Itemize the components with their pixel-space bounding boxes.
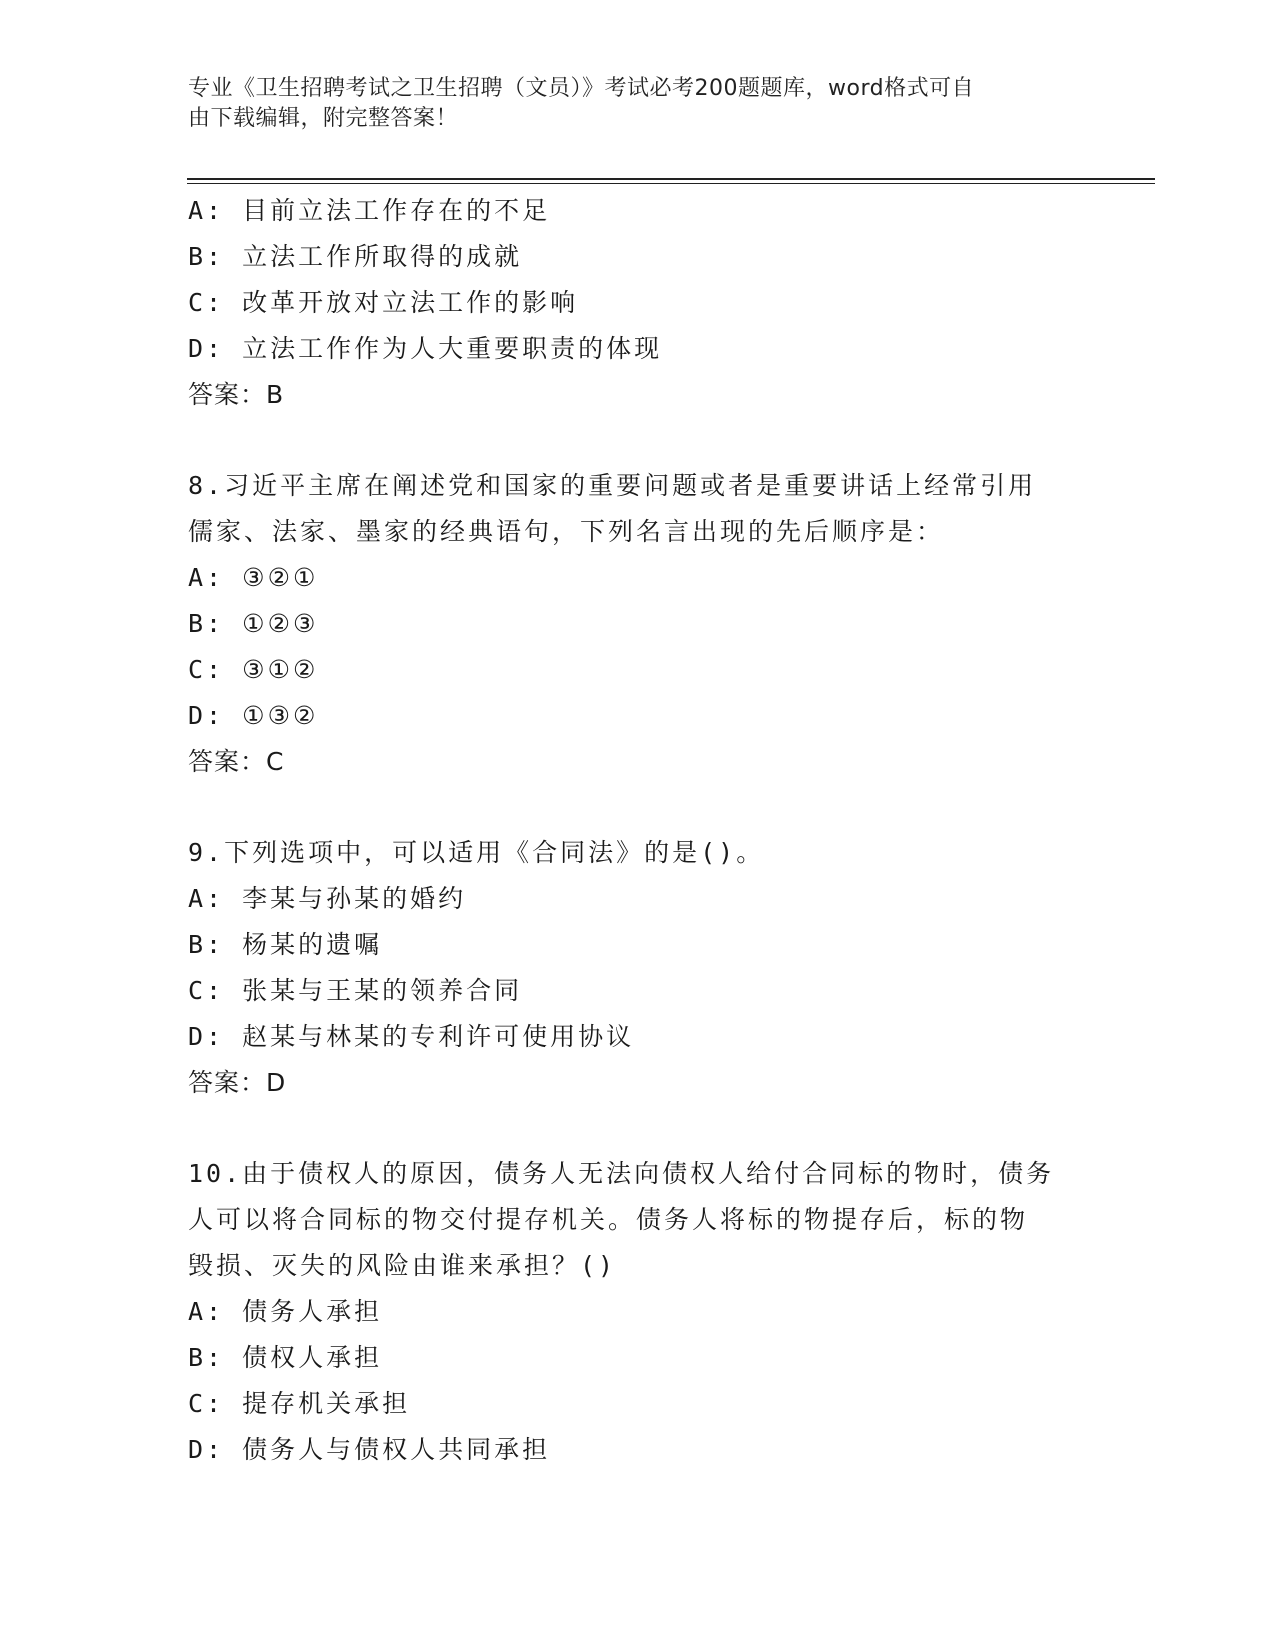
header-divider-thin bbox=[187, 183, 1155, 184]
option-c: C: 提存机关承担 bbox=[188, 1389, 411, 1418]
option-b: B: 杨某的遗嘱 bbox=[188, 930, 383, 959]
answer-line: 答案：D bbox=[188, 1068, 287, 1097]
option-b: B: ①②③ bbox=[188, 609, 319, 638]
question-stem: 儒家、法家、墨家的经典语句，下列名言出现的先后顺序是： bbox=[188, 517, 945, 546]
question-stem: 9.下列选项中，可以适用《合同法》的是()。 bbox=[188, 838, 765, 867]
question-stem: 10.由于债权人的原因，债务人无法向债权人给付合同标的物时，债务 bbox=[188, 1159, 1055, 1188]
option-d: D: 赵某与林某的专利许可使用协议 bbox=[188, 1022, 635, 1051]
question-list bbox=[188, 188, 1088, 1473]
option-a: A: 债务人承担 bbox=[188, 1297, 383, 1326]
option-a: A: 目前立法工作存在的不足 bbox=[188, 196, 551, 225]
header-line-2: 由下载编辑，附完整答案！ bbox=[188, 106, 459, 131]
header-divider-thick bbox=[187, 178, 1155, 180]
document-header bbox=[188, 74, 1068, 134]
option-a: A: ③②① bbox=[188, 563, 319, 592]
option-b: B: 立法工作所取得的成就 bbox=[188, 242, 523, 271]
question-9 bbox=[188, 830, 1088, 1106]
header-line-1: 专业《卫生招聘考试之卫生招聘（文员）》考试必考200题题库，word格式可自 bbox=[188, 76, 975, 101]
option-c: C: 张某与王某的领养合同 bbox=[188, 976, 523, 1005]
option-b: B: 债权人承担 bbox=[188, 1343, 383, 1372]
question-stem: 毁损、灭失的风险由谁来承担？() bbox=[188, 1251, 617, 1280]
answer-line: 答案：B bbox=[188, 380, 285, 409]
option-d: D: 立法工作作为人大重要职责的体现 bbox=[188, 334, 663, 363]
option-d: D: ①③② bbox=[188, 701, 319, 730]
option-c: C: ③①② bbox=[188, 655, 319, 684]
spacer bbox=[188, 785, 1088, 830]
option-a: A: 李某与孙某的婚约 bbox=[188, 884, 467, 913]
option-d: D: 债务人与债权人共同承担 bbox=[188, 1435, 551, 1464]
option-c: C: 改革开放对立法工作的影响 bbox=[188, 288, 579, 317]
question-stem: 人可以将合同标的物交付提存机关。债务人将标的物提存后，标的物 bbox=[188, 1205, 1029, 1234]
answer-line: 答案：C bbox=[188, 747, 285, 776]
spacer bbox=[188, 418, 1088, 463]
question-10 bbox=[188, 1151, 1088, 1473]
spacer bbox=[188, 1106, 1088, 1151]
question-stem: 8.习近平主席在阐述党和国家的重要问题或者是重要讲话上经常引用 bbox=[188, 471, 1037, 500]
question-8 bbox=[188, 463, 1088, 785]
question-7 bbox=[188, 188, 1088, 418]
